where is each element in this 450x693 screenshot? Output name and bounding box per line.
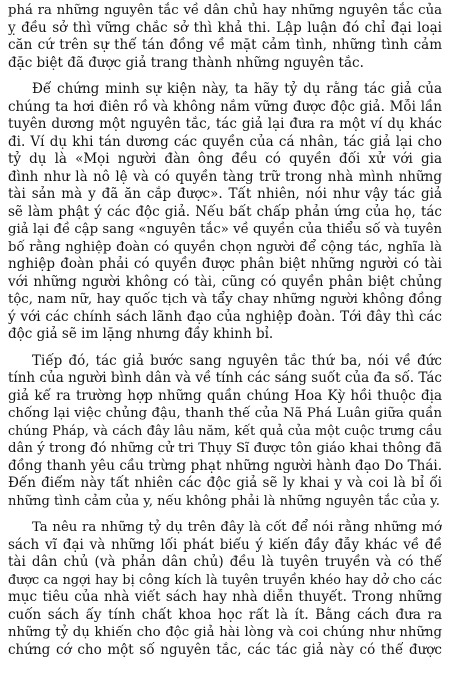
text-line: Đến điểm này tất nhiên các độc giả sẽ ly khai y và coi là bỉ ổi — [8, 475, 442, 491]
text-line: bố rằng nghiệp đoàn có quyền chọn người để cộng tác, nghĩa là — [8, 239, 442, 255]
text-line: những tỷ dụ khiến cho độc giả hài lòng và coi chúng như những — [8, 625, 442, 640]
text-line: sách vĩ đại và những lối phát biểu ý kiến đầy đẫy khác về đề — [8, 536, 442, 553]
text-line: chúng Pháp, và cách đây lâu năm, kết quả của một cuộc trưng cầu — [8, 423, 442, 439]
paragraph-3 — [8, 353, 442, 511]
paragraph-4 — [8, 519, 442, 659]
text-line: chứng cớ cho một số nguyên tắc, các tác giả này có thể được — [8, 641, 442, 658]
text-line: Tiếp đó, tác giả bước sang nguyên tắc thứ ba, nói về đức — [32, 352, 442, 369]
text-line: đi. Ví dụ khi tán dương các quyền của cá nhân, tác giả lại cho — [8, 133, 442, 150]
text-line: phá ra những nguyên tắc về dân chủ hay những nguyên tắc của — [8, 3, 442, 18]
text-line: Để chứng minh sự kiện này, ta hãy tỷ dụ rằng tác giả của — [32, 81, 442, 97]
text-line: chống lại việc chủng đậu, thanh thế của Nã Phá Luân giữa quần — [8, 406, 442, 421]
text-line: giả lại đề cập sang «nguyên tắc» về quyền của thiểu số và tuyên — [8, 222, 442, 237]
text-line: mục tiêu của nhà viết sách hay nhà diễn thuyết. Trong những — [8, 589, 442, 605]
text-line: tộc, nam nữ, hay quốc tịch và tẩy chay những người không đồng — [8, 292, 442, 307]
text-line: tuyên dương một nguyên tắc, tác giả lại đưa ra một ví dụ khác — [8, 116, 442, 132]
text-line: đặc biệt đã được giả trang thành những nguyên tắc. — [8, 54, 364, 71]
text-line: căn cứ trên sự thể tán đồng về mặt cảm tình, những tình cảm — [8, 37, 442, 53]
paragraph-2 — [8, 81, 442, 344]
text-line: cuốn sách ấy tính chất khoa học rất là ít. Bằng cách đưa ra — [8, 606, 442, 623]
text-line: độc giả sẽ im lặng nhưng đầy khinh bỉ. — [8, 326, 274, 342]
text-line: nghiệp đoàn phải có quyền được phân biệt những người có tài — [8, 256, 442, 272]
text-line: giả kể ra trường hợp những quần chúng Hoa Kỳ hồi thuộc địa — [8, 387, 442, 404]
text-line: tài sản mà y đã ăn cắp được». Tất nhiên, nói như vậy tác giả — [8, 186, 442, 202]
text-line: đồng thanh yêu cầu trừng phạt những người hành đạo Do Thái. — [8, 457, 442, 474]
text-line: Ta nêu ra những tỷ dụ trên đây là cốt để nói rằng những mớ — [32, 520, 442, 535]
paragraph-1 — [8, 2, 442, 72]
text-line: những tình cảm của y, nếu không phải là những nguyên tắc của y. — [8, 493, 440, 509]
text-line: ý với các chính sách lãnh đạo của nghiệp đoàn. Tới đây thì các — [8, 308, 442, 325]
text-line: ỵ đều sở thì vững chắc sở thì khả thi. Lập luận đó chỉ đại loại — [8, 19, 442, 36]
text-line: dân ý trong đó những cử tri Thụy Sĩ được tôn giáo khai thông đã — [8, 441, 442, 456]
text-line: sẽ làm phật ý các độc giả. Nếu bất chấp phản ứng của họ, tác — [8, 203, 442, 220]
text-line: chúng ta hơi điên rồ và không nắm vững được độc giả. Mỗi lần — [8, 98, 442, 115]
text-line: tài dân chủ (và phản dân chủ) đều là tuyên truyền và có thể — [8, 554, 442, 570]
text-line: tính của người bình dân và về tính các sáng suốt của đa số. Tác — [8, 370, 442, 386]
text-line: được ca ngợi hay bị công kích là tuyên truyền khéo hay dở cho các — [8, 572, 442, 588]
text-line: tỷ dụ là «Mọi người đàn ông đều có quyền đối xử với gia — [8, 151, 442, 167]
text-line: với những người không có tài, cũng có quyền phân biệt chủng — [8, 273, 442, 290]
text-line: đình như là nô lệ và có quyền tàng trữ trong nhà mình những — [8, 168, 442, 185]
